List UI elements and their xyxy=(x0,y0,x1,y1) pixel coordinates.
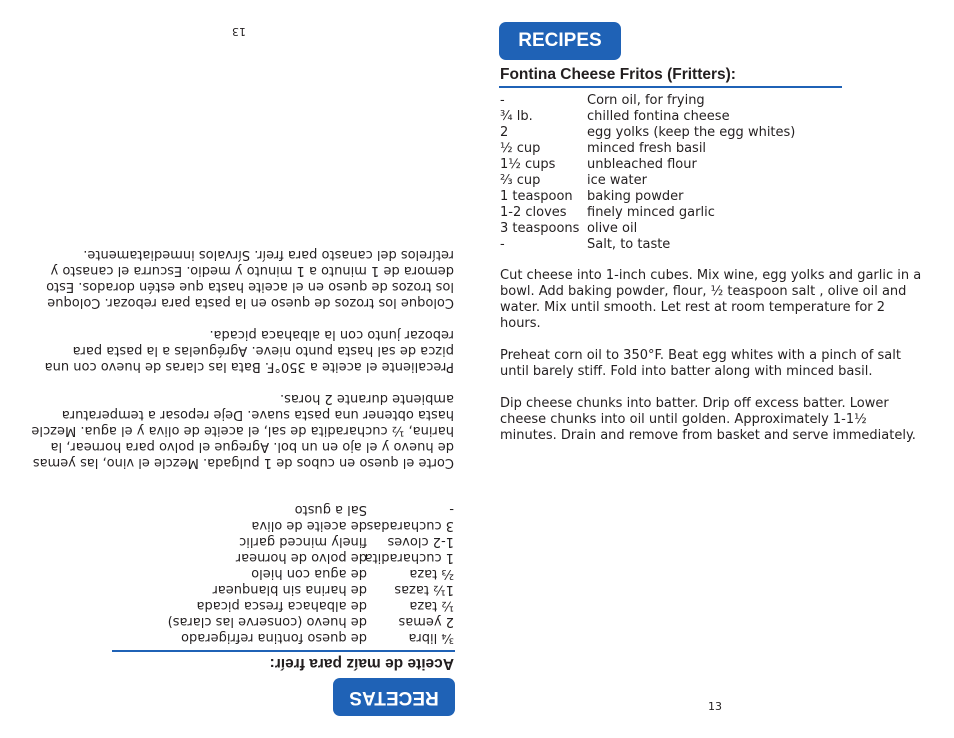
title-divider xyxy=(112,650,455,652)
ingredient-name: finely minced garlic xyxy=(239,534,367,549)
instruction-paragraph: Coloque los trozos de queso en la pasta para rebozar. Coloque los trozos de queso en el aceite hasta que estén dorados. Esto demora de 1 minuto a 1 minuto y medio. Escurra el canasto y retírelos del canasto para freír. Sírvalos inmediatamente. xyxy=(46,247,454,310)
page-number: 13 xyxy=(708,700,722,713)
ingredient-name: Corn oil, for frying xyxy=(587,93,705,108)
instruction-paragraph: Precaliente el aceite a 350°F. Bata las claras de huevo con una pizca de sal hasta punto nieve. Agréguelas a la pasta para rebozar junto con la albahaca picada. xyxy=(44,327,454,374)
ingredient-name: minced fresh basil xyxy=(587,141,707,156)
ingredient-quantity: 3 cucharadas xyxy=(366,518,454,533)
ingredient-row xyxy=(24,629,454,645)
ingredient-row xyxy=(500,221,930,237)
ingredient-row xyxy=(24,597,454,613)
ingredient-name: ice water xyxy=(587,173,647,188)
ingredient-row xyxy=(500,157,930,173)
ingredient-row xyxy=(500,141,930,157)
ingredient-row xyxy=(24,565,454,581)
ingredient-name: de albahaca fresca picada xyxy=(196,598,367,613)
ingredient-quantity: ½ taza xyxy=(409,598,454,613)
ingredient-row xyxy=(24,501,454,517)
ingredient-name: Sal a gusto xyxy=(294,502,367,517)
ingredient-name: de harina sin blanquear xyxy=(212,582,367,597)
ingredient-quantity: 2 yemas xyxy=(398,614,454,629)
page-number: 13 xyxy=(232,25,246,38)
ingredient-name: de aceite de oliva xyxy=(251,518,367,533)
ingredient-row xyxy=(500,173,930,189)
ingredient-quantity: ½ cup xyxy=(500,141,541,156)
instructions xyxy=(29,230,454,470)
ingredient-row xyxy=(500,109,930,125)
ingredient-row xyxy=(24,581,454,597)
ingredient-quantity: 1 teaspoon xyxy=(500,189,573,204)
title-divider xyxy=(499,86,842,88)
ingredient-quantity: 3 teaspoons xyxy=(500,221,580,236)
ingredient-row xyxy=(500,93,930,109)
ingredient-list xyxy=(24,501,454,645)
ingredient-quantity: ⅔ cup xyxy=(500,173,541,188)
ingredient-row xyxy=(24,549,454,565)
ingredient-row xyxy=(24,533,454,549)
ingredient-quantity: - xyxy=(500,93,505,108)
ingredient-quantity: 2 xyxy=(500,125,509,140)
ingredient-row xyxy=(500,205,930,221)
instructions xyxy=(500,268,925,460)
ingredient-quantity: 1-2 cloves xyxy=(500,205,567,220)
ingredient-name: de queso fontina refrigerado xyxy=(181,630,367,645)
ingredient-quantity: 1 cucharadita xyxy=(364,550,454,565)
ingredient-name: baking powder xyxy=(587,189,684,204)
instruction-paragraph: Dip cheese chunks into batter. Drip off excess batter. Lower cheese chunks into oil until golden. Approximately 1-1½ minutes. Drain and remove from basket and serve immediately. xyxy=(500,396,916,443)
ingredient-quantity: ¾ lb. xyxy=(500,109,533,124)
ingredient-quantity: - xyxy=(449,502,454,517)
ingredient-quantity: ¾ libra xyxy=(408,630,454,645)
ingredient-row xyxy=(24,613,454,629)
ingredient-name: de polvo de hornear xyxy=(235,550,367,565)
recipe-title: Aceite de maíz para freír: xyxy=(269,655,454,672)
ingredient-quantity: 1½ tazas xyxy=(394,582,454,597)
ingredient-row xyxy=(500,189,930,205)
recetas-badge: RECETAS xyxy=(333,678,455,716)
ingredient-name: de agua con hielo xyxy=(251,566,367,581)
ingredient-row xyxy=(24,517,454,533)
ingredient-name: finely minced garlic xyxy=(587,205,715,220)
ingredient-quantity: ⅔ taza xyxy=(409,566,454,581)
english-page xyxy=(477,0,954,738)
ingredient-list xyxy=(500,93,930,253)
instruction-paragraph: Preheat corn oil to 350°F. Beat egg whites with a pinch of salt until barely stiff. Fold into batter along with minced basil. xyxy=(500,348,901,379)
ingredient-name: Salt, to taste xyxy=(587,237,671,252)
ingredient-name: chilled fontina cheese xyxy=(587,109,730,124)
ingredient-name: olive oil xyxy=(587,221,638,236)
instruction-paragraph: Corte el queso en cubos de 1 pulgada. Mezcle el vino, las yemas de huevo y el ajo en un bol. Agregue el polvo para hornear, la harina, ½ cucharadita de sal, el aceite de oliva y el agua. Mezcle hasta obtener una pasta suave. Deje reposar a temperatura ambiente durante 2 horas. xyxy=(31,391,454,470)
instruction-paragraph: Cut cheese into 1-inch cubes. Mix wine, egg yolks and garlic in a bowl. Add baking powder, flour, ½ teaspoon salt , olive oil and water. Mix until smooth. Let rest at room temperature for 2 hours. xyxy=(500,268,922,331)
ingredient-quantity: 1½ cups xyxy=(500,157,556,172)
ingredient-row xyxy=(500,125,930,141)
ingredient-row xyxy=(500,237,930,253)
recipes-badge: RECIPES xyxy=(499,22,621,60)
ingredient-quantity: 1-2 cloves xyxy=(387,534,454,549)
ingredient-name: egg yolks (keep the egg whites) xyxy=(587,125,796,140)
ingredient-name: unbleached flour xyxy=(587,157,697,172)
ingredient-name: de huevo (conserve las claras) xyxy=(167,614,367,629)
recipe-title: Fontina Cheese Fritos (Fritters): xyxy=(500,66,736,83)
ingredient-quantity: - xyxy=(500,237,505,252)
